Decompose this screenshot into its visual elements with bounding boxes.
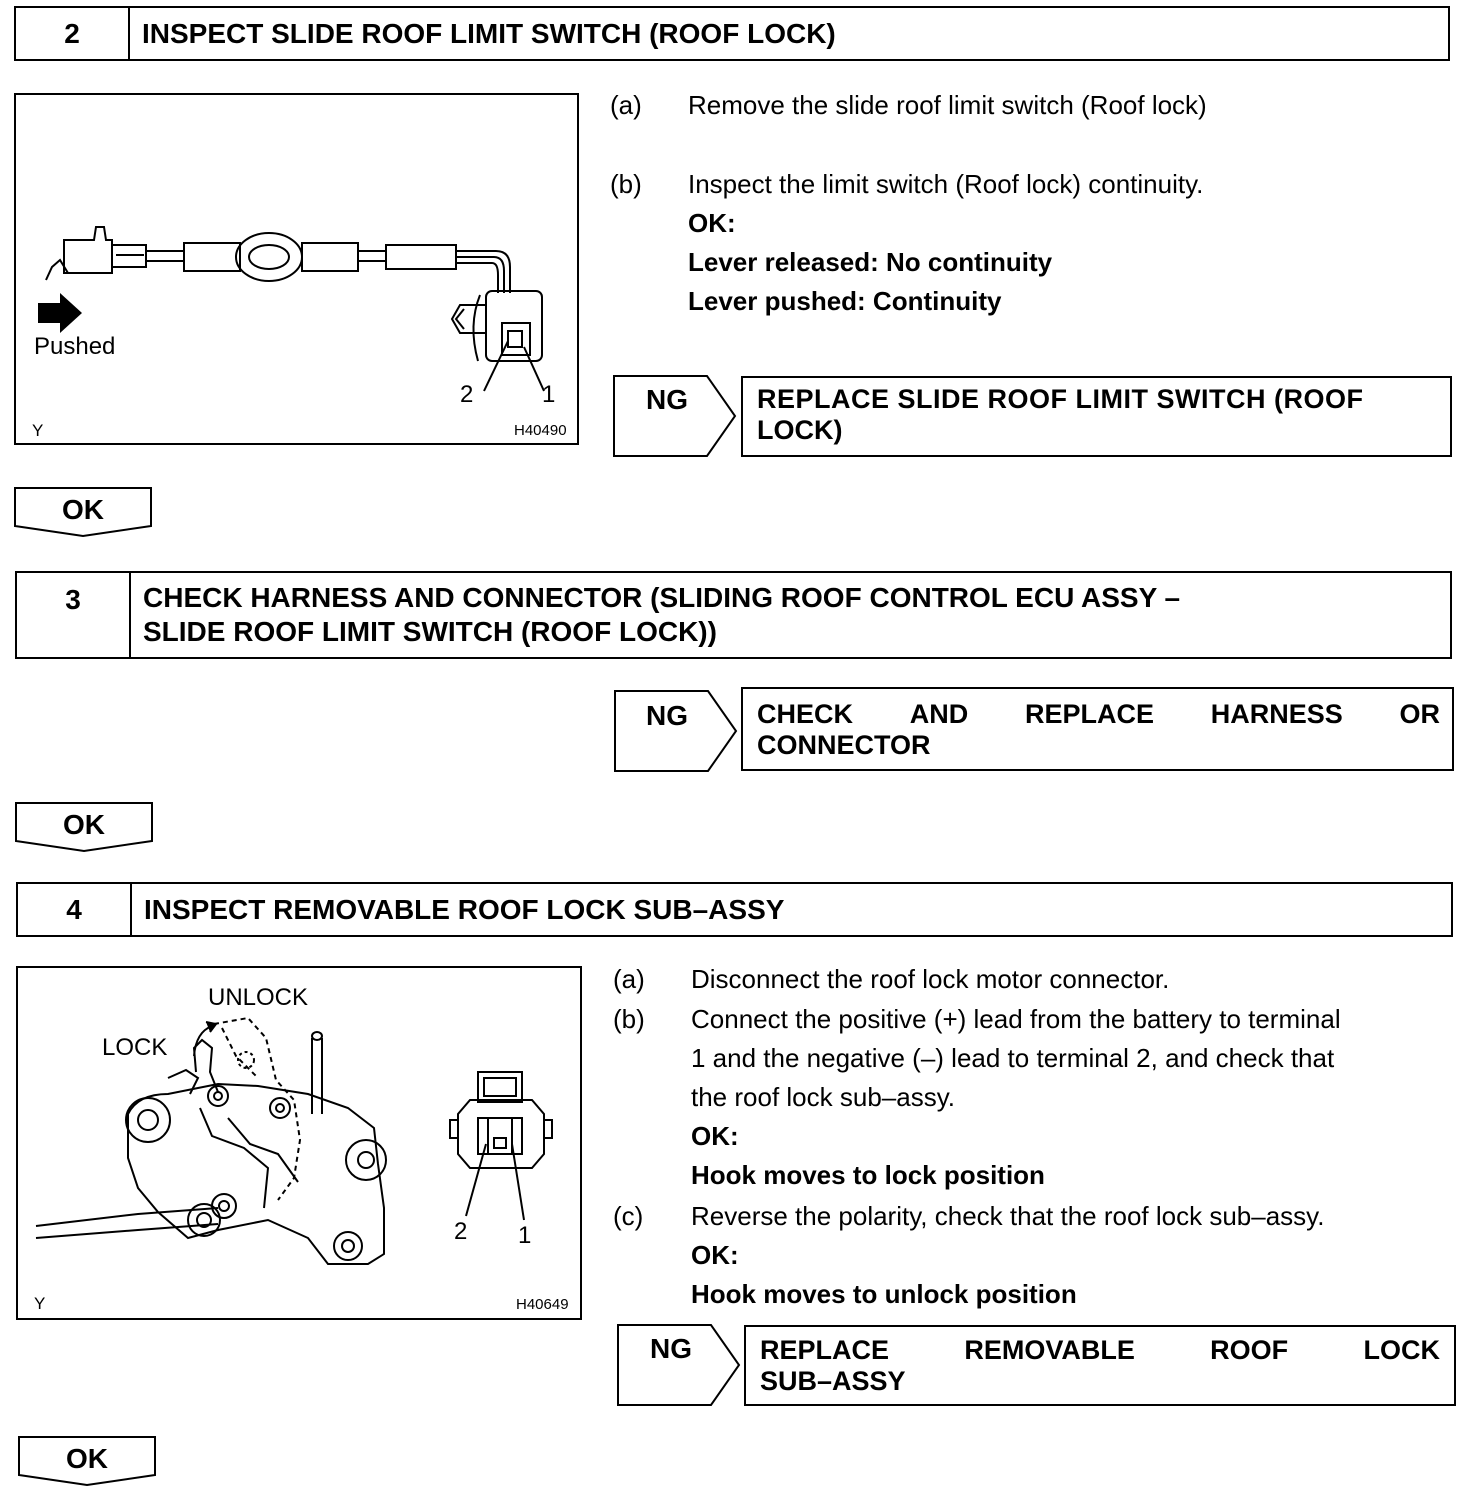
instruction-label: (b) <box>613 1004 645 1034</box>
figure-id: H40490 <box>514 422 567 439</box>
instruction-text: Disconnect the roof lock motor connector. <box>691 964 1170 994</box>
ng-action-word: AND <box>909 699 969 729</box>
ok-label: OK <box>66 1443 108 1474</box>
step-2-header <box>14 6 1450 61</box>
instruction-label: (b) <box>610 169 642 199</box>
ok-flow-marker <box>15 801 153 853</box>
pushed-label: Pushed <box>34 333 116 360</box>
step-number: 4 <box>18 884 132 935</box>
instruction-a <box>610 86 1450 126</box>
ok-label: OK <box>62 494 104 525</box>
instruction-label: (c) <box>613 1201 644 1231</box>
figure-id: H40649 <box>516 1296 569 1313</box>
ok-label: OK <box>63 809 105 840</box>
ok-criteria-label: OK: <box>688 208 736 238</box>
instruction-line: the roof lock sub–assy. <box>691 1082 955 1112</box>
ok-criteria-line: Lever pushed: Continuity <box>688 286 1002 316</box>
ng-action-line <box>760 1335 1440 1366</box>
instruction-line: 1 and the negative (–) lead to terminal 2, and check that <box>691 1043 1335 1073</box>
ok-flow-marker <box>18 1435 156 1487</box>
roof-lock-illustration <box>18 968 580 1318</box>
instruction-text: Inspect the limit switch (Roof lock) continuity. <box>688 169 1204 199</box>
instruction-text: Remove the slide roof limit switch (Roof lock) <box>688 90 1207 120</box>
ng-action-line: LOCK) <box>757 415 843 445</box>
ng-action-word: LOCK <box>1363 1335 1440 1365</box>
instruction-line: Connect the positive (+) lead from the battery to terminal <box>691 1004 1341 1034</box>
ng-action-word: HARNESS <box>1210 699 1343 729</box>
terminal-2-label: 2 <box>460 381 474 408</box>
terminal-1-label: 1 <box>518 1222 532 1249</box>
instruction-label: (a) <box>610 90 642 120</box>
instruction-c <box>613 1197 1458 1317</box>
step-3-header <box>15 571 1452 659</box>
ng-action-line: SUB–ASSY <box>760 1366 906 1396</box>
ng-action-word: ROOF <box>1210 1335 1289 1365</box>
instruction-b <box>613 1000 1458 1200</box>
ng-action-line: REPLACE SLIDE ROOF LIMIT SWITCH (ROOF <box>757 384 1364 414</box>
ok-criteria-line: Lever released: No continuity <box>688 247 1053 277</box>
instruction-text: Reverse the polarity, check that the roof lock sub–assy. <box>691 1201 1325 1231</box>
ng-label: NG <box>646 384 688 415</box>
step-4-header <box>16 882 1453 937</box>
terminal-1-label: 1 <box>542 381 556 408</box>
ng-action-word: REPLACE <box>760 1335 890 1365</box>
ng-action-line: CONNECTOR <box>757 730 931 760</box>
ng-action-line <box>757 699 1440 730</box>
ok-flow-marker <box>14 486 152 538</box>
ok-criteria-label: OK: <box>691 1121 739 1151</box>
ok-criteria-line: Hook moves to lock position <box>691 1160 1045 1190</box>
ng-action-word: REPLACE <box>1024 699 1154 729</box>
step-number: 2 <box>16 8 130 59</box>
lock-label: LOCK <box>102 1034 168 1061</box>
ng-action-box <box>741 687 1454 771</box>
unlock-label: UNLOCK <box>208 984 309 1011</box>
ok-criteria-label: OK: <box>691 1240 739 1270</box>
figure-corner-code: Y <box>34 1294 46 1313</box>
step-title-line: CHECK HARNESS AND CONNECTOR (SLIDING ROOF CONTROL ECU ASSY – <box>143 582 1181 613</box>
step-title-line: SLIDE ROOF LIMIT SWITCH (ROOF LOCK)) <box>143 616 717 647</box>
step-title: INSPECT SLIDE ROOF LIMIT SWITCH (ROOF LOCK) <box>142 18 836 49</box>
ng-action-word: CHECK <box>757 699 854 729</box>
ng-action-word: OR <box>1399 699 1440 729</box>
ok-criteria-line: Hook moves to unlock position <box>691 1279 1077 1309</box>
figure-corner-code: Y <box>32 421 44 440</box>
roof-lock-figure <box>16 966 582 1320</box>
ng-label: NG <box>650 1333 692 1364</box>
ng-action-box <box>741 376 1452 457</box>
instruction-a <box>613 960 1458 1000</box>
ng-action-word: REMOVABLE <box>964 1335 1135 1365</box>
limit-switch-illustration <box>16 95 577 443</box>
terminal-2-label: 2 <box>454 1218 468 1245</box>
limit-switch-figure <box>14 93 579 445</box>
ng-action-box <box>744 1325 1456 1406</box>
instruction-b <box>610 165 1450 325</box>
ng-label: NG <box>646 700 688 731</box>
step-title: INSPECT REMOVABLE ROOF LOCK SUB–ASSY <box>144 894 785 925</box>
instruction-label: (a) <box>613 964 645 994</box>
step-number: 3 <box>17 573 131 657</box>
